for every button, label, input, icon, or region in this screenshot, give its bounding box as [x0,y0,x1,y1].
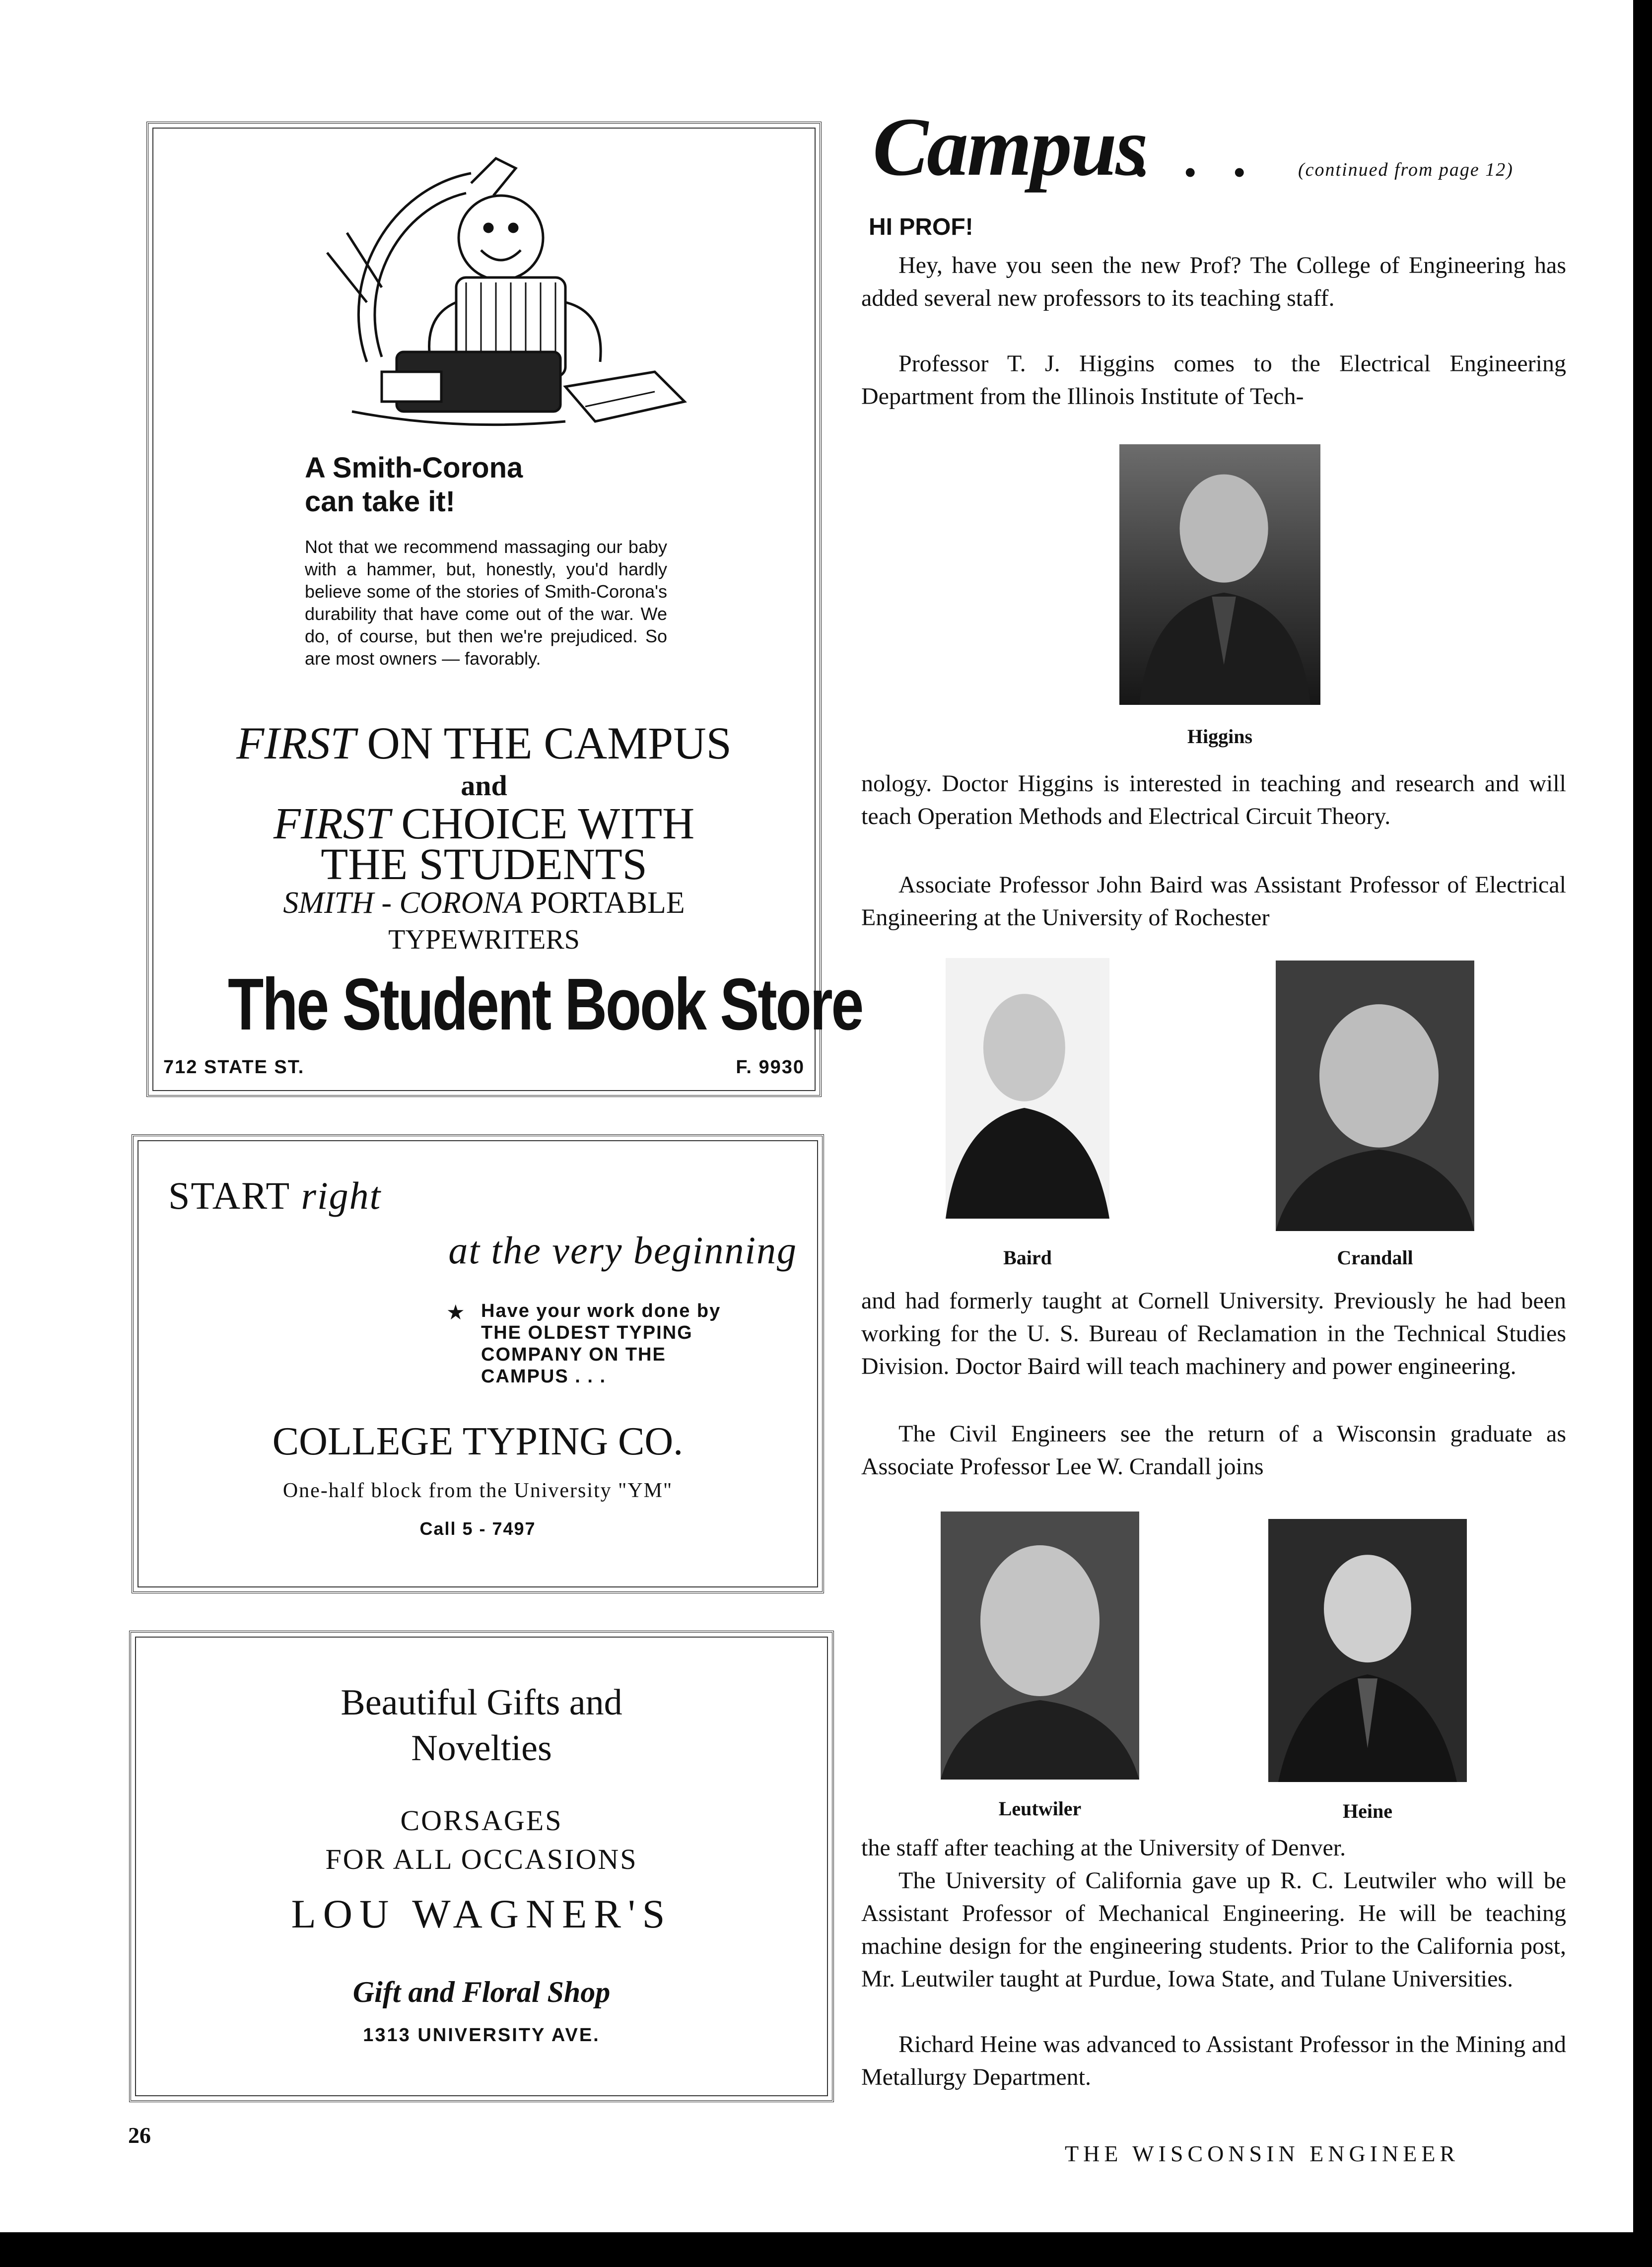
wagner-address: 1313 UNIVERSITY AVE. [363,2025,600,2046]
first-choice [148,799,820,889]
leutwiler-photo [941,1511,1139,1780]
typing-location: One-half block from the University "YM" [282,1479,673,1502]
typewriters-text: TYPEWRITERS [388,924,580,955]
on-campus-text: ON THE CAMPUS [355,718,732,768]
paragraph-1: Hey, have you seen the new Prof? The College of Engineering has added several new professors to its teaching staff. [861,252,1566,311]
higgins-photo [1119,444,1320,705]
student-book-store-name: The Student Book Store [228,963,863,1045]
college-typing-company-name: COLLEGE TYPING CO. [272,1420,684,1463]
baird-caption: Baird [1003,1246,1052,1269]
page-edge-right [1633,0,1652,2267]
paragraph-7: the staff after teaching at the University of Denver. [861,1835,1346,1861]
work-line-1: Have your work done by [481,1301,721,1321]
students-text: THE STUDENTS [321,840,647,889]
crandall-photo [1276,961,1474,1231]
star-icon: ★ [446,1302,465,1324]
very-beginning-heading: at the very beginning [448,1229,797,1272]
corsages-line: CORSAGES [400,1804,563,1837]
lou-wagner-ad [129,1631,834,2102]
gift-floral-shop: Gift and Floral Shop [352,1976,611,2008]
work-line-4: CAMPUS . . . [481,1366,607,1387]
paragraph-4: Associate Professor John Baird was Assistant Professor of Electrical Engineering at the University of Rochester [861,872,1566,931]
choice-text: CHOICE WITH [390,799,695,848]
smith-corona-headline [305,451,523,519]
higgins-caption: Higgins [1187,725,1253,748]
work-line-2: THE OLDEST TYPING [481,1322,693,1343]
gifts-line-2: Novelties [411,1728,552,1769]
leutwiler-caption: Leutwiler [998,1797,1082,1820]
smith-corona-body: Not that we recommend massaging our baby with a hammer, but, honestly, you'd hardly believe some of the stories of Smith-Corona's durability that have come out of the war. We do, of course, but then we're prejudiced. So are most owners — favorably. [305,537,667,669]
college-typing-ad [132,1134,824,1593]
right-word: right [290,1174,382,1217]
paragraph-2: Professor T. J. Higgins comes to the Electrical Engineering Department from the Illinois Institute of Tech- [861,350,1566,410]
first-word: FIRST [236,718,356,768]
work-line-3: COMPANY ON THE [481,1344,666,1365]
gifts-line-1: Beautiful Gifts and [341,1682,622,1723]
work-done-text [481,1300,721,1387]
heine-caption: Heine [1343,1800,1392,1822]
typing-phone: Call 5 - 7497 [419,1518,536,1539]
smith-corona-name: SMITH - CORONA [283,886,523,920]
paragraph-5: and had formerly taught at Cornell University. Previously he had been working for the U. S. Bureau of Reclamation in the Technical Studies Division. Doctor Baird will teach machinery and power engineering. [861,1288,1566,1379]
paragraph-9: Richard Heine was advanced to Assistant Professor in the Mining and Metallurgy Department. [861,2031,1566,2090]
store-address: 712 STATE ST. [163,1057,305,1078]
page-number: 26 [128,2123,151,2148]
baird-photo [946,958,1109,1219]
corsages-text [131,1801,832,1879]
gifts-heading [131,1680,832,1771]
title-dots: . . . [1134,128,1257,188]
article-title: Campus [873,101,1147,193]
page-edge-bottom [0,2232,1652,2267]
heine-photo [1268,1519,1467,1782]
first-word-2: FIRST [273,799,390,848]
store-phone: F. 9930 [736,1057,805,1078]
paragraph-8: The University of California gave up R. C. Leutwiler who will be Assistant Professor of Mechanical Engineering. He will be teaching machine design for the engineering students. Prior to the California post, Mr. Leutwiler taught at Purdue, Iowa State, and Tulane Universities. [861,1867,1566,1992]
first-on-campus [148,717,820,769]
lou-wagner-name: LOU WAGNER'S [291,1891,672,1936]
portable-text: PORTABLE [522,886,685,920]
and-text: and [461,769,507,802]
headline-line-1: A Smith-Corona [305,452,523,484]
section-heading: HI PROF! [869,214,973,240]
occasions-line: FOR ALL OCCASIONS [325,1843,638,1875]
typewriter-cartoon-illustration [307,153,724,451]
smith-corona-ad [146,122,863,1097]
start-right-heading [168,1173,381,1218]
headline-line-2: can take it! [305,485,455,518]
magazine-name: THE WISCONSIN ENGINEER [1065,2141,1460,2166]
paragraph-6: The Civil Engineers see the return of a Wisconsin graduate as Associate Professor Lee W. Crandall joins [861,1421,1566,1480]
start-word: START [168,1174,291,1217]
portable-line [148,886,820,921]
crandall-caption: Crandall [1337,1246,1413,1269]
paragraph-3: nology. Doctor Higgins is interested in teaching and research and will teach Operation Methods and Electrical Circuit Theory. [861,770,1566,829]
continued-note: (continued from page 12) [1298,159,1514,180]
